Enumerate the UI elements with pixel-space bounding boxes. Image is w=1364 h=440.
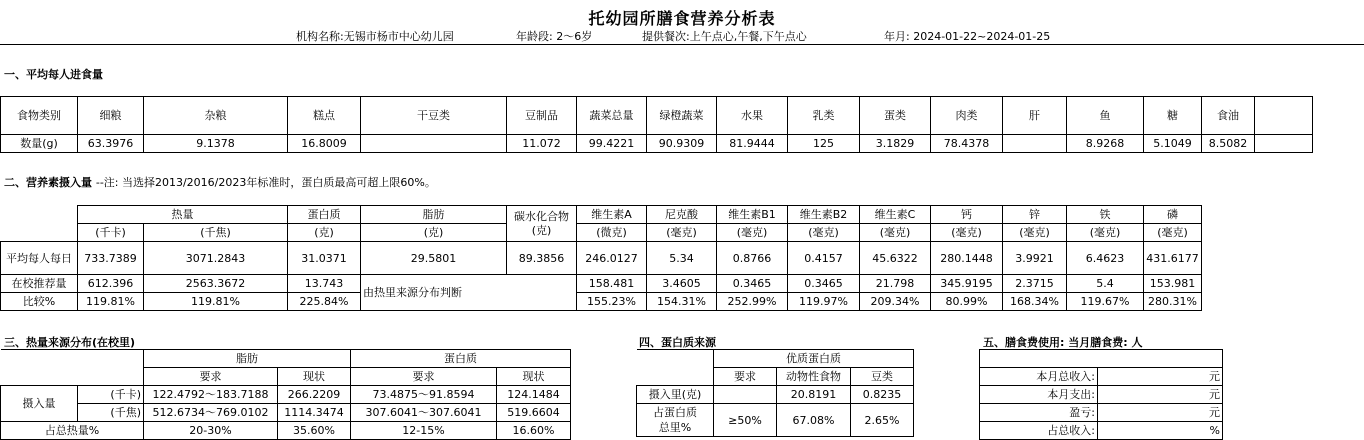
val-fish: 8.9268 [1067,135,1144,153]
col-meat: 肉类 [931,97,1003,135]
protein-share-row [637,404,914,437]
avg-nutrient-1: 5.34 [647,242,717,275]
val-dry-beans [361,135,507,153]
fat-req-kj: 512.6734～769.0102 [144,404,278,422]
corner-cell [1,206,78,242]
avg-nutrient-7: 6.4623 [1067,242,1144,275]
fat-req-header: 要求 [144,368,278,386]
section2-heading: 二、营养素摄入量 [4,176,92,189]
nutrient-unit-2: (毫克) [717,224,788,242]
val-dairy: 125 [788,135,860,153]
nutrient-name-5: 钙 [931,206,1003,224]
rec-nutrient-8: 153.981 [1144,275,1202,293]
protein-src-header-1 [637,350,914,368]
nutrient-unit-1: (毫克) [647,224,717,242]
protein-share-bean: 2.65% [851,404,914,437]
kj-unit: (千焦) [144,224,288,242]
cmp-protein: 225.84% [288,293,361,311]
nutrient-unit-3: (毫克) [788,224,860,242]
cmp-nutrient-1: 154.31% [647,293,717,311]
val-eggs: 3.1829 [860,135,931,153]
protein-share-label-1: 占蛋白质 [653,406,697,419]
cmp-nutrient-8: 280.31% [1144,293,1202,311]
nutrient-unit-7: (毫克) [1067,224,1144,242]
rec-kj: 2563.3672 [144,275,288,293]
protein-share-label-2: 总里% [658,421,692,434]
nutrient-name-2: 维生素B1 [717,206,788,224]
animal-food-header: 动物性食物 [777,368,851,386]
fat-cur-pct: 35.60% [278,422,351,440]
energy-kcal-unit: (千卡) [78,386,144,404]
cmp-nutrient-4: 209.34% [860,293,931,311]
fee-blank-cell [980,350,1223,368]
val-green-orange-veg: 90.9309 [647,135,717,153]
avg-nutrient-8: 431.6177 [1144,242,1202,275]
cmp-nutrient-6: 168.34% [1003,293,1067,311]
col-eggs: 蛋类 [860,97,931,135]
avg-carb: 89.3856 [507,242,577,275]
nutrient-name-4: 维生素C [860,206,931,224]
cmp-kcal: 119.81% [78,293,144,311]
nutrient-name-1: 尼克酸 [647,206,717,224]
energy-fat-header: 脂肪 [144,350,351,368]
nutrient-unit-5: (毫克) [931,224,1003,242]
nutrient-unit-6: (毫克) [1003,224,1067,242]
protein-cur-kj: 519.6604 [497,404,571,422]
col-dairy: 乳类 [788,97,860,135]
protein-share-req: ≥50% [714,404,777,437]
rec-nutrient-7: 5.4 [1067,275,1144,293]
col-fish: 鱼 [1067,97,1144,135]
carb-header: 碳水化合物(克) [507,206,577,242]
col-soy-products: 豆制品 [507,97,577,135]
col-green-orange-veg: 绿橙蔬菜 [647,97,717,135]
energy-protein-header: 蛋白质 [351,350,571,368]
val-pastry: 16.8009 [288,135,361,153]
protein-src-corner [637,350,714,386]
recommended-row [1,275,1202,293]
cmp-nutrient-3: 119.97% [788,293,860,311]
heat-header: 热量 [78,206,288,224]
cmp-nutrient-5: 80.99% [931,293,1003,311]
avg-nutrient-0: 246.0127 [577,242,647,275]
fee-share-value: % [1098,422,1223,440]
page-title: 托幼园所膳食营养分析表 [588,9,776,28]
col-empty [1255,97,1313,135]
col-sugar: 糖 [1144,97,1202,135]
val-fine-grain: 63.3976 [78,135,144,153]
fee-expense-label: 本月支出: [980,386,1098,404]
avg-nutrient-3: 0.4157 [788,242,860,275]
avg-kcal: 733.7389 [78,242,144,275]
avg-nutrient-2: 0.8766 [717,242,788,275]
protein-share-label [637,404,714,437]
rec-protein: 13.743 [288,275,361,293]
fee-row-income [980,368,1223,386]
section2-title [4,174,436,190]
fee-balance-value: 元 [1098,404,1223,422]
avg-protein: 31.0371 [288,242,361,275]
energy-source-table [0,349,571,440]
protein-intake-row [637,386,914,404]
age-range: 年龄段: 2～6岁 [516,30,593,43]
nutrient-name-6: 锌 [1003,206,1067,224]
protein-share-animal: 67.08% [777,404,851,437]
fat-cur-kcal: 266.2209 [278,386,351,404]
fee-row-expense [980,386,1223,404]
val-sugar: 5.1049 [1144,135,1202,153]
fat-req-pct: 20-30% [144,422,278,440]
rec-nutrient-3: 0.3465 [788,275,860,293]
energy-pct-label: 占总热量% [1,422,144,440]
nutrient-header-row-1 [1,206,1202,224]
fat-header: 脂肪 [361,206,507,224]
avg-row [1,242,1202,275]
compare-row [1,293,1202,311]
val-soy-products: 11.072 [507,135,577,153]
fat-req-kcal: 122.4792～183.7188 [144,386,278,404]
fee-expense-value: 元 [1098,386,1223,404]
kcal-unit: (千卡) [78,224,144,242]
rec-nutrient-6: 2.3715 [1003,275,1067,293]
rec-kcal: 612.396 [78,275,144,293]
intake-value-row [1,135,1313,153]
protein-source-table [636,349,914,437]
nutrient-name-0: 维生素A [577,206,647,224]
cmp-label: 比较% [1,293,78,311]
protein-intake-label: 摄入里(克) [637,386,714,404]
date-range: 年月: 2024-01-22~2024-01-25 [884,30,1051,43]
energy-kcal-row [1,386,571,404]
val-oil: 8.5082 [1202,135,1255,153]
section2-note: --注: 当选择2013/2016/2023年标准时，蛋白质最高可超上限60%。 [95,176,436,189]
protein-cur-pct: 16.60% [497,422,571,440]
fee-income-value: 元 [1098,368,1223,386]
col-coarse-grain: 杂粮 [144,97,288,135]
protein-cur-header: 现状 [497,368,571,386]
protein-req-kcal: 73.4875～91.8594 [351,386,497,404]
protein-intake-bean: 0.8235 [851,386,914,404]
nutrient-name-7: 铁 [1067,206,1144,224]
fat-cur-header: 现状 [278,368,351,386]
meal-times: 提供餐次:上午点心,午餐,下午点心 [642,30,807,43]
fee-row-balance [980,404,1223,422]
avg-nutrient-6: 3.9921 [1003,242,1067,275]
nutrient-unit-0: (微克) [577,224,647,242]
cmp-nutrient-0: 155.23% [577,293,647,311]
col-liver: 肝 [1003,97,1067,135]
col-fine-grain: 细粮 [78,97,144,135]
rec-nutrient-4: 21.798 [860,275,931,293]
fat-cur-kj: 1114.3474 [278,404,351,422]
avg-kj: 3071.2843 [144,242,288,275]
fee-top-row [980,350,1223,368]
rec-nutrient-0: 158.481 [577,275,647,293]
protein-intake-req [714,386,777,404]
val-empty [1255,135,1313,153]
col-dry-beans: 干豆类 [361,97,507,135]
info-divider [0,44,1364,45]
nutrient-name-8: 磷 [1144,206,1202,224]
fee-balance-label: 盈亏: [980,404,1098,422]
val-liver [1003,135,1067,153]
intake-header-row [1,97,1313,135]
fat-source-note: 由热里来源分布判断 [361,275,577,311]
val-fruit: 81.9444 [717,135,788,153]
cmp-nutrient-7: 119.67% [1067,293,1144,311]
col-oil: 食油 [1202,97,1255,135]
nutrient-unit-4: (毫克) [860,224,931,242]
energy-kj-row [1,404,571,422]
cmp-nutrient-2: 252.99% [717,293,788,311]
section4-title: 四、蛋白质来源 [639,336,716,349]
nutrient-unit-8: (毫克) [1144,224,1202,242]
section3-title: 三、热量来源分布(在校里) [4,336,136,349]
protein-cur-kcal: 124.1484 [497,386,571,404]
quantity-label: 数量(g) [1,135,78,153]
col-fruit: 水果 [717,97,788,135]
avg-fat: 29.5801 [361,242,507,275]
protein-req-kj: 307.6041～307.6041 [351,404,497,422]
col-pastry: 糕点 [288,97,361,135]
protein-req-pct: 12-15% [351,422,497,440]
rec-nutrient-5: 345.9195 [931,275,1003,293]
fee-row-share [980,422,1223,440]
avg-nutrient-5: 280.1448 [931,242,1003,275]
energy-header-row-1 [1,350,571,368]
protein-src-req-header: 要求 [714,368,777,386]
section5-title: 五、膳食费使用: 当月膳食费: 人 [983,336,1143,349]
val-meat: 78.4378 [931,135,1003,153]
rec-label: 在校推荐量 [1,275,78,293]
intake-label: 摄入量 [1,386,78,422]
meal-fee-table [979,349,1223,440]
energy-corner [1,350,144,386]
org-name: 机构名称:无锡市杨市中心幼儿园 [296,30,454,43]
col-vegetables-total: 蔬菜总量 [577,97,647,135]
nutrient-name-3: 维生素B2 [788,206,860,224]
val-vegetables-total: 99.4221 [577,135,647,153]
protein-intake-animal: 20.8191 [777,386,851,404]
protein-unit: (克) [288,224,361,242]
section1-title: 一、平均每人进食量 [4,68,103,81]
val-coarse-grain: 9.1378 [144,135,288,153]
bean-header: 豆类 [851,368,914,386]
fee-share-label: 占总收入: [980,422,1098,440]
rec-nutrient-2: 0.3465 [717,275,788,293]
fat-unit: (克) [361,224,507,242]
rec-nutrient-1: 3.4605 [647,275,717,293]
avg-nutrient-4: 45.6322 [860,242,931,275]
energy-pct-row [1,422,571,440]
cmp-kj: 119.81% [144,293,288,311]
energy-kj-unit: (千焦) [78,404,144,422]
protein-header: 蛋白质 [288,206,361,224]
nutrient-header-row-2 [1,224,1202,242]
nutrient-table [0,205,1202,311]
quality-protein-header: 优质蛋白质 [714,350,914,368]
avg-label: 平均每人每日 [1,242,78,275]
food-category-label: 食物类别 [1,97,78,135]
intake-table [0,96,1313,153]
fee-income-label: 本月总收入: [980,368,1098,386]
protein-req-header: 要求 [351,368,497,386]
